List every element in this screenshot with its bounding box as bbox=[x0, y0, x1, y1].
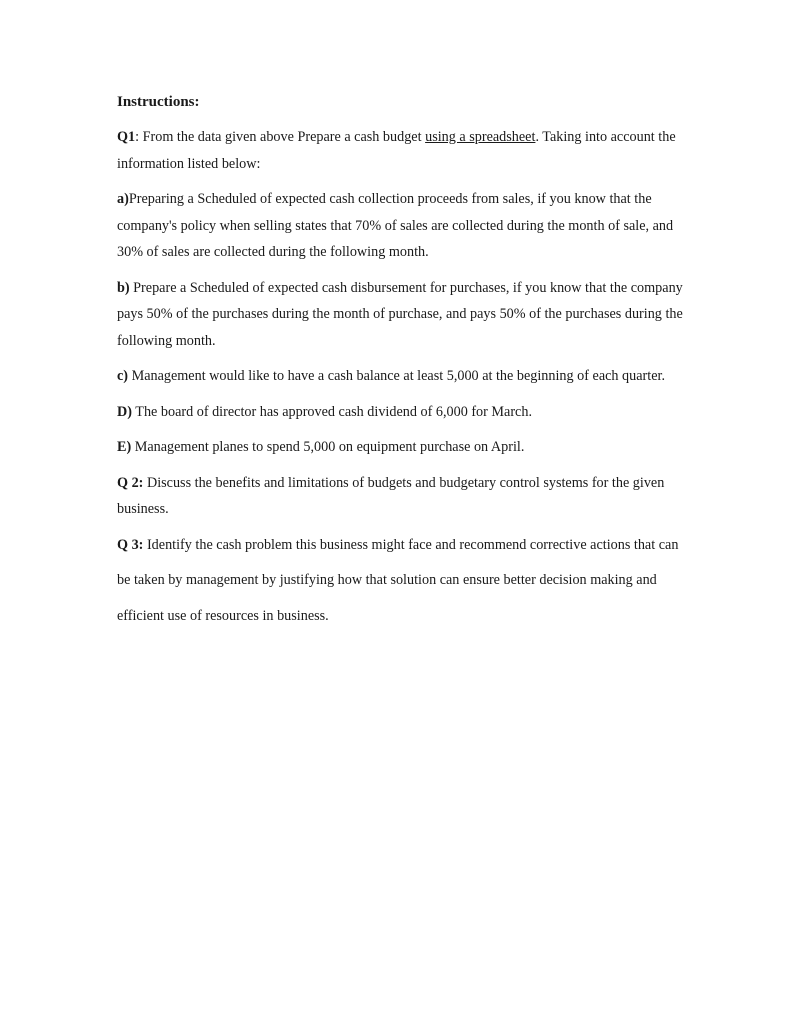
item-e-label: E) bbox=[117, 439, 132, 455]
item-d-text: The board of director has approved cash dividend of 6,000 for March. bbox=[131, 403, 532, 420]
item-d bbox=[117, 399, 687, 426]
question-1 bbox=[117, 124, 687, 177]
question-1-text-after: . Taking into account the information listed below: bbox=[117, 129, 676, 172]
question-2-label: Q 2: bbox=[117, 474, 144, 491]
document-page bbox=[117, 92, 687, 643]
item-e-text: Management planes to spend 5,000 on equipment purchase on April. bbox=[131, 439, 525, 455]
item-a-label: a) bbox=[117, 191, 129, 207]
question-1-label: Q1 bbox=[117, 129, 136, 145]
instructions-heading: Instructions: bbox=[117, 94, 200, 110]
question-1-underlined-text: using a spreadsheet bbox=[425, 129, 536, 145]
item-c-text: Management would like to have a cash balance at least 5,000 at the beginning of each quarter. bbox=[128, 368, 665, 384]
item-b-label: b) bbox=[117, 279, 130, 296]
item-c bbox=[117, 363, 687, 390]
item-b-text: Prepare a Scheduled of expected cash disbursement for purchases, if you know that the company pays 50% of the purchases during the month of purchase, and pays 50% of the purchases during the following month. bbox=[117, 279, 683, 349]
item-e bbox=[117, 434, 687, 461]
question-3-text: Identify the cash problem this business might face and recommend corrective actions that can be taken by management by justifying how that solution can ensure better decision making and efficient use of resources in business. bbox=[117, 536, 679, 624]
item-a-text: Preparing a Scheduled of expected cash collection proceeds from sales, if you know that the company's policy when selling states that 70% of sales are collected during the month of sale, and 30% of sales are collected during the following month. bbox=[117, 191, 674, 260]
question-3 bbox=[117, 528, 687, 635]
item-b bbox=[117, 275, 687, 355]
item-c-label: c) bbox=[117, 368, 129, 384]
question-2-text: Discuss the benefits and limitations of budgets and budgetary control systems for the given business. bbox=[117, 474, 665, 517]
question-3-label: Q 3: bbox=[117, 536, 144, 553]
question-1-text-before: : From the data given above Prepare a cash budget bbox=[135, 129, 426, 145]
item-a bbox=[117, 186, 687, 266]
question-2 bbox=[117, 470, 687, 523]
item-d-label: D) bbox=[117, 403, 132, 420]
